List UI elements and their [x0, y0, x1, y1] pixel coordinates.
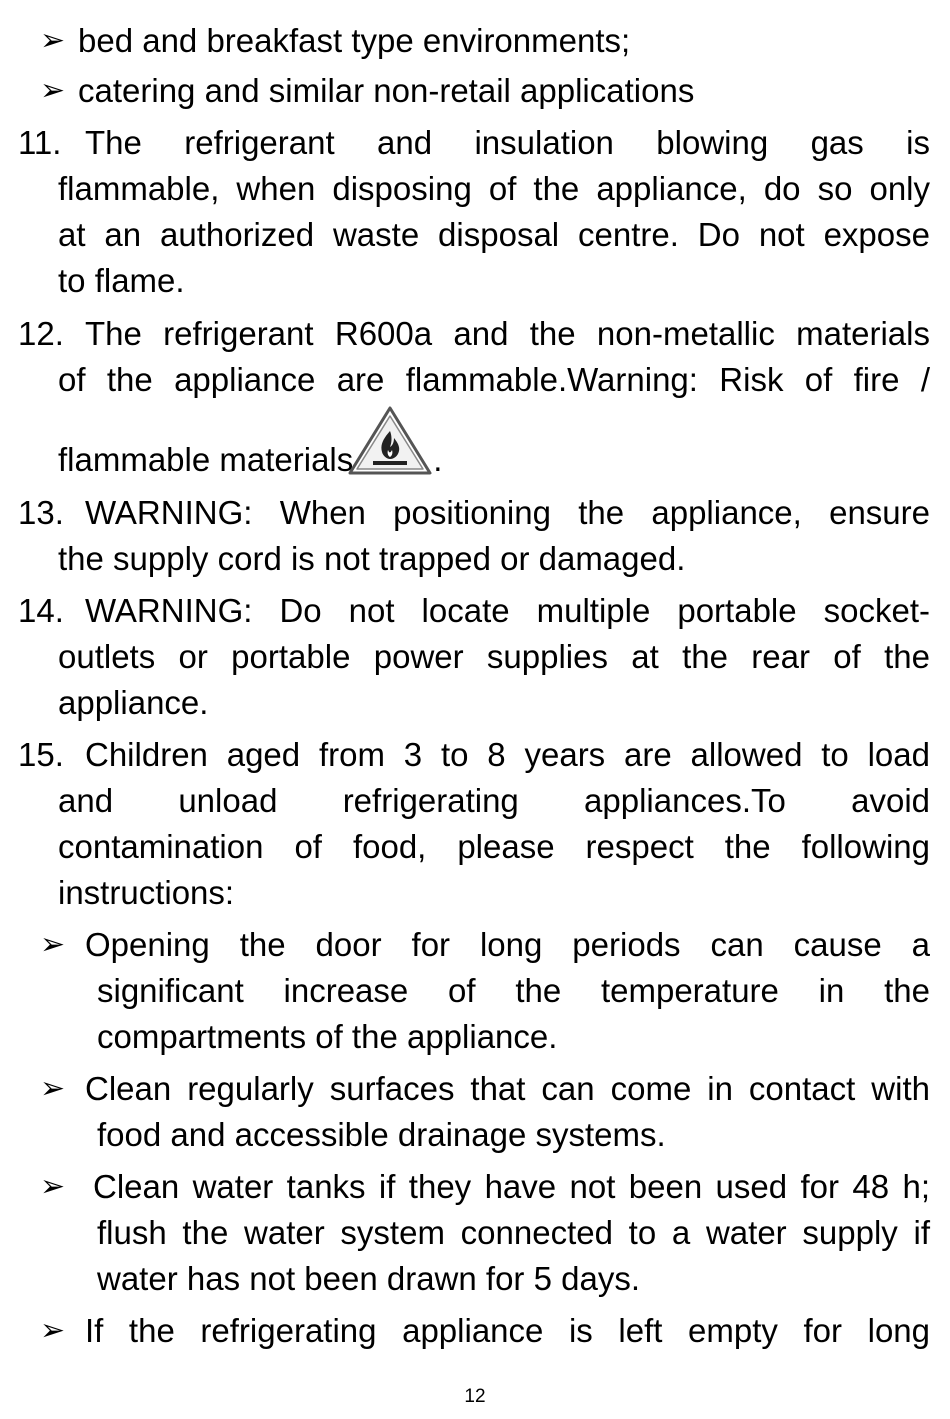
sub-bullet-line: Opening the door for long periods can cause a [85, 926, 930, 963]
item-text-line: to flame. [58, 262, 185, 299]
sub-bullet-line: Clean water tanks if they have not been used for 48 h; [93, 1168, 930, 1205]
item-text-line: Children aged from 3 to 8 years are allowed to load [85, 736, 930, 773]
sub-bullet-line: If the refrigerating appliance is left empty for long [85, 1312, 930, 1349]
bullet-arrow-icon: ➢ [40, 24, 66, 57]
item-number: 14. [18, 592, 64, 629]
sub-bullet-line: flush the water system connected to a water supply if [97, 1214, 930, 1251]
item-text-line: WARNING: When positioning the appliance, ensure [85, 494, 930, 531]
item-text-line: flammable, when disposing of the appliance, do so only [58, 170, 930, 207]
item-text-line: . [433, 441, 443, 478]
bullet-arrow-icon: ➢ [40, 1072, 66, 1105]
item-number: 13. [18, 494, 64, 531]
bullet-arrow-icon: ➢ [40, 928, 66, 961]
item-text-line: The refrigerant and insulation blowing gas is [85, 124, 930, 161]
item-number: 11. [18, 124, 62, 161]
flammable-line [58, 437, 442, 483]
sub-bullet-line: significant increase of the temperature in the [97, 972, 930, 1009]
item-text-line: and unload refrigerating appliances.To avoid [58, 782, 930, 819]
item-text-line: outlets or portable power supplies at the rear of the [58, 638, 930, 675]
bullet-text: bed and breakfast type environments; [78, 22, 631, 59]
sub-bullet-line: Clean regularly surfaces that can come in contact with [85, 1070, 930, 1107]
flammable-warning-icon [347, 405, 433, 477]
item-text-line: contamination of food, please respect the following [58, 828, 930, 865]
bullet-text: catering and similar non-retail applications [78, 72, 695, 109]
bullet-arrow-icon: ➢ [40, 1314, 66, 1347]
item-text-line: the supply cord is not trapped or damaged. [58, 540, 686, 577]
item-text-line: instructions: [58, 874, 235, 911]
item-text-line: of the appliance are flammable.Warning: Risk of fire / [58, 361, 930, 398]
item-text-line: at an authorized waste disposal centre. Do not expose [58, 216, 930, 253]
sub-bullet-line: food and accessible drainage systems. [97, 1116, 666, 1153]
sub-bullet-line: water has not been drawn for 5 days. [97, 1260, 640, 1297]
bullet-arrow-icon: ➢ [40, 1170, 66, 1203]
bullet-arrow-icon: ➢ [40, 74, 66, 107]
item-text-line: WARNING: Do not locate multiple portable socket- [85, 592, 930, 629]
item-text-line: The refrigerant R600a and the non-metallic materials [85, 315, 930, 352]
item-number: 12. [18, 315, 64, 352]
item-number: 15. [18, 736, 64, 773]
item-text-line: appliance. [58, 684, 209, 721]
sub-bullet-line: compartments of the appliance. [97, 1018, 558, 1055]
item-text-line: flammable materials [58, 441, 354, 478]
page-number: 12 [464, 1386, 486, 1407]
